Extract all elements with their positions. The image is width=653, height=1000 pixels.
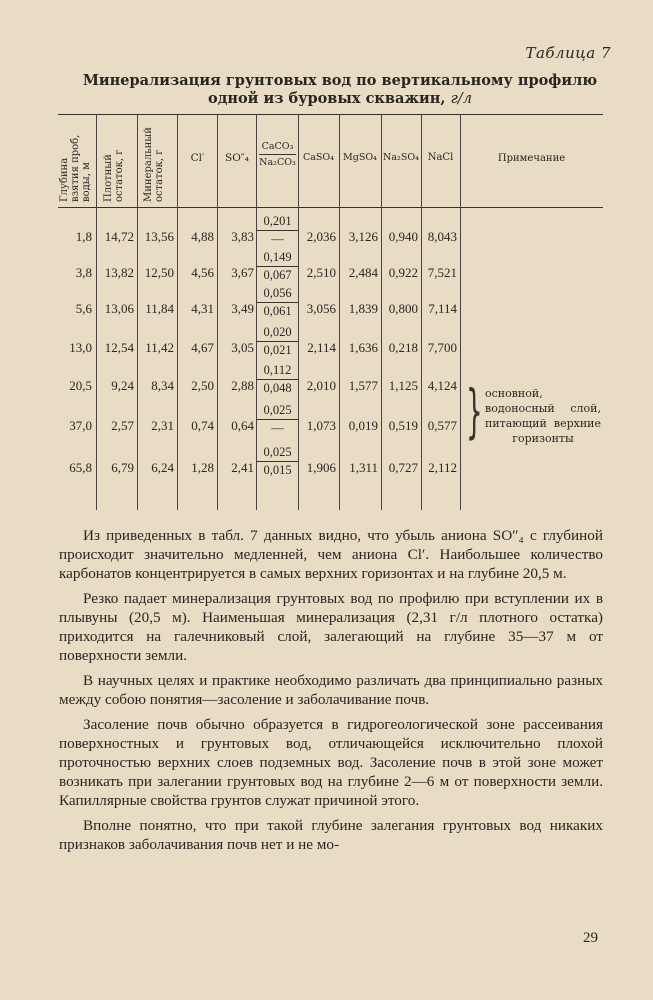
fraction-bar bbox=[257, 341, 298, 342]
header-na2so4: Na₂SO₄ bbox=[383, 152, 419, 163]
table-caption bbox=[60, 72, 620, 108]
header-mineral-residue: Минеральный остаток, г bbox=[143, 127, 165, 202]
cell-na2co3: — bbox=[271, 232, 284, 246]
cell-depth: 3,8 bbox=[75, 265, 92, 280]
note-brace: } bbox=[466, 377, 483, 445]
cell-caco3: 0,112 bbox=[263, 363, 292, 377]
paragraph: Засоление почв обычно образуется в гидрогеологической зоне рассеивания поверхностных и грунтовых вод, отличающейся исключительно плохой проточностью верхних слоев подземных вод. Засоление почв в этой зоне может возникать при залегании грунтовых вод на глубине 2—6 м от поверхности земли. Капиллярные свойства грунтов служат причиной этого. bbox=[59, 716, 603, 809]
cell-depth: 20,5 bbox=[69, 378, 92, 393]
cell-depth: 37,0 bbox=[69, 418, 92, 433]
cell-depth: 65,8 bbox=[69, 460, 92, 475]
cell-na2co3: 0,067 bbox=[263, 268, 292, 282]
cell-na2so4: 0,800 bbox=[388, 301, 418, 316]
cell-carbonates bbox=[257, 250, 298, 283]
cell-carbonates bbox=[257, 325, 298, 358]
header-cl: Cl′ bbox=[190, 152, 205, 164]
cell-dense: 14,72 bbox=[104, 229, 134, 244]
cell-depth: 13,0 bbox=[69, 340, 92, 355]
cell-nacl: 7,114 bbox=[428, 301, 457, 316]
cell-caso4: 2,010 bbox=[306, 378, 336, 393]
cell-nacl: 2,112 bbox=[428, 460, 457, 475]
cell-carbonates bbox=[257, 363, 298, 396]
cell-cl: 4,88 bbox=[191, 229, 214, 244]
cell-carbonates bbox=[257, 403, 298, 436]
paragraph: В научных целях и практике необходимо различать два принципиально разных между собою понятия—засоление и заболачивание почв. bbox=[59, 672, 603, 708]
cell-mgso4: 2,484 bbox=[348, 265, 378, 280]
cell-mineral: 8,34 bbox=[151, 378, 174, 393]
paragraph: Вполне понятно, что при такой глубине залегания грунтовых вод никаких признаков заболачивания почв нет и не мо- bbox=[59, 817, 603, 853]
cell-mgso4: 3,126 bbox=[348, 229, 378, 244]
body-text bbox=[59, 526, 603, 860]
cell-so4: 3,83 bbox=[231, 229, 254, 244]
cell-na2co3: 0,015 bbox=[263, 463, 292, 477]
column-divider bbox=[460, 114, 461, 510]
header-caso4: CaSO₄ bbox=[302, 152, 335, 163]
cell-cl: 4,56 bbox=[191, 265, 214, 280]
table-top-rule bbox=[58, 114, 603, 115]
cell-so4: 3,05 bbox=[231, 340, 254, 355]
cell-depth: 5,6 bbox=[75, 301, 92, 316]
cell-carbonates bbox=[257, 214, 298, 247]
cell-nacl: 7,521 bbox=[427, 265, 457, 280]
cell-mgso4: 0,019 bbox=[348, 418, 378, 433]
cell-mgso4: 1,636 bbox=[348, 340, 378, 355]
cell-cl: 0,74 bbox=[191, 418, 214, 433]
cell-mineral: 11,42 bbox=[145, 340, 174, 355]
header-carbonates: CaCO₃ Na₂CO₃ bbox=[259, 141, 296, 168]
cell-na2co3: 0,048 bbox=[263, 381, 292, 395]
header-nacl: NaCl bbox=[427, 152, 454, 163]
fraction-bar bbox=[257, 461, 298, 462]
fraction-bar bbox=[257, 379, 298, 380]
header-so4: SO″₄ bbox=[225, 152, 249, 164]
table-header-rule bbox=[58, 207, 603, 208]
header-dense-residue: Плотный остаток, г bbox=[103, 149, 125, 202]
cell-na2co3: 0,021 bbox=[263, 343, 292, 357]
cell-na2so4: 0,940 bbox=[388, 229, 418, 244]
cell-na2co3: — bbox=[271, 421, 284, 435]
cell-na2so4: 0,922 bbox=[388, 265, 418, 280]
cell-dense: 9,24 bbox=[111, 378, 134, 393]
cell-dense: 12,54 bbox=[104, 340, 134, 355]
fraction-bar bbox=[257, 266, 298, 267]
cell-caco3: 0,020 bbox=[263, 325, 292, 339]
cell-mgso4: 1,311 bbox=[349, 460, 378, 475]
caption-line-2: одной из буровых скважин, г/л bbox=[208, 90, 472, 107]
cell-depth: 1,8 bbox=[75, 229, 92, 244]
cell-so4: 3,67 bbox=[231, 265, 254, 280]
cell-carbonates bbox=[257, 445, 298, 478]
cell-nacl: 0,577 bbox=[427, 418, 457, 433]
fraction-bar bbox=[257, 419, 298, 420]
cell-nacl: 4,124 bbox=[427, 378, 457, 393]
cell-na2so4: 0,218 bbox=[388, 340, 418, 355]
cell-cl: 4,31 bbox=[191, 301, 214, 316]
cell-mgso4: 1,577 bbox=[348, 378, 378, 393]
cell-mineral: 11,84 bbox=[145, 301, 174, 316]
cell-so4: 2,88 bbox=[231, 378, 254, 393]
cell-caso4: 2,114 bbox=[307, 340, 336, 355]
caption-line-1: Минерализация грунтовых вод по вертикальному профилю bbox=[82, 72, 598, 89]
paragraph: Из приведенных в табл. 7 данных видно, что убыль аниона SO″₄ с глубиной происходит значительно медленней, чем аниона Cl′. Наибольшее количество карбонатов концентрируется в самых верхних горизонтах и на глубине 20,5 м. bbox=[59, 527, 603, 582]
cell-caco3: 0,201 bbox=[263, 214, 292, 228]
cell-dense: 13,82 bbox=[104, 265, 134, 280]
paragraph: Резко падает минерализация грунтовых вод по профилю при вступлении их в плывуны (20,5 м). Наименьшая минерализация (2,31 г/л плотного остатка) приходится на галечниковый слой, залегающий на глубине 35—37 м от поверхности земли. bbox=[59, 590, 603, 664]
cell-mineral: 6,24 bbox=[151, 460, 174, 475]
cell-mgso4: 1,839 bbox=[348, 301, 378, 316]
fraction-bar bbox=[257, 230, 298, 231]
cell-caco3: 0,025 bbox=[263, 445, 292, 459]
cell-mineral: 2,31 bbox=[151, 418, 174, 433]
cell-mineral: 12,50 bbox=[144, 265, 174, 280]
cell-na2co3: 0,061 bbox=[263, 304, 292, 318]
cell-carbonates bbox=[257, 286, 298, 319]
cell-nacl: 7,700 bbox=[427, 340, 457, 355]
cell-caso4: 1,906 bbox=[306, 460, 336, 475]
header-depth: Глубина взятия проб, воды, м bbox=[59, 134, 92, 202]
cell-na2so4: 0,727 bbox=[388, 460, 418, 475]
header-mgso4: MgSO₄ bbox=[343, 152, 377, 163]
table-label: Таблица 7 bbox=[525, 44, 611, 62]
cell-cl: 4,67 bbox=[191, 340, 214, 355]
cell-cl: 1,28 bbox=[191, 460, 214, 475]
cell-caco3: 0,056 bbox=[263, 286, 292, 300]
caption-unit: г/л bbox=[450, 91, 472, 107]
cell-so4: 0,64 bbox=[231, 418, 254, 433]
cell-dense: 6,79 bbox=[111, 460, 134, 475]
cell-na2so4: 1,125 bbox=[388, 378, 418, 393]
cell-cl: 2,50 bbox=[191, 378, 214, 393]
cell-caco3: 0,025 bbox=[263, 403, 292, 417]
cell-caco3: 0,149 bbox=[263, 250, 292, 264]
cell-so4: 2,41 bbox=[231, 460, 254, 475]
cell-dense: 13,06 bbox=[104, 301, 134, 316]
cell-caso4: 3,056 bbox=[306, 301, 336, 316]
cell-caso4: 1,073 bbox=[306, 418, 336, 433]
cell-nacl: 8,043 bbox=[427, 229, 457, 244]
page-number: 29 bbox=[583, 930, 598, 946]
cell-mineral: 13,56 bbox=[144, 229, 174, 244]
cell-caso4: 2,510 bbox=[306, 265, 336, 280]
cell-na2so4: 0,519 bbox=[388, 418, 418, 433]
cell-dense: 2,57 bbox=[111, 418, 134, 433]
cell-caso4: 2,036 bbox=[306, 229, 336, 244]
cell-so4: 3,49 bbox=[231, 301, 254, 316]
note-text: основной, водоносный слой, питающий верхние горизонты bbox=[485, 387, 601, 445]
fraction-bar bbox=[257, 302, 298, 303]
header-note: Примечание bbox=[497, 153, 566, 164]
